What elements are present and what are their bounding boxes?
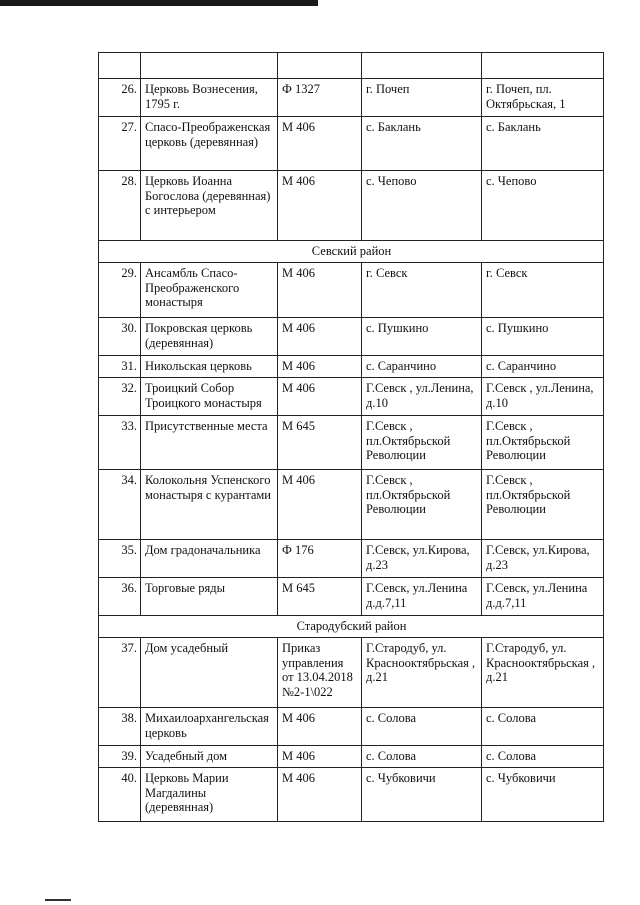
monument-name: Усадебный дом	[141, 746, 278, 768]
monument-name: Колокольня Успенского монастыря с курантами	[141, 470, 278, 540]
monument-name: Спасо-Преображенская церковь (деревянная)	[141, 117, 278, 171]
address: с. Солова	[482, 708, 604, 746]
settlement: с. Баклань	[362, 117, 482, 171]
address: Г.Севск , ул.Ленина, д.10	[482, 378, 604, 416]
document-ref: М 406	[278, 171, 362, 241]
table-row	[99, 356, 604, 378]
address: Г.Севск, ул.Ленина д.д.7,11	[482, 578, 604, 616]
document-ref: М 406	[278, 470, 362, 540]
table-row	[99, 708, 604, 746]
table-row	[99, 416, 604, 470]
monument-name: Церковь Марии Магдалины (деревянная)	[141, 768, 278, 822]
table-cell	[362, 53, 482, 79]
table-row	[99, 117, 604, 171]
address: с. Баклань	[482, 117, 604, 171]
monument-name: Дом усадебный	[141, 638, 278, 708]
settlement: Г.Севск , пл.Октябрьской Революции	[362, 470, 482, 540]
settlement: Г.Севск, ул.Кирова, д.23	[362, 540, 482, 578]
row-number: 40.	[99, 768, 141, 822]
settlement: Г.Севск , пл.Октябрьской Революции	[362, 416, 482, 470]
document-ref: М 406	[278, 746, 362, 768]
row-number: 26.	[99, 79, 141, 117]
table-cell	[99, 53, 141, 79]
address: с. Чубковичи	[482, 768, 604, 822]
address: Г.Стародуб, ул. Краснооктябрьская , д.21	[482, 638, 604, 708]
scan-top-border	[0, 0, 318, 6]
row-number: 28.	[99, 171, 141, 241]
settlement: Г.Севск , ул.Ленина, д.10	[362, 378, 482, 416]
settlement: Г.Стародуб, ул. Краснооктябрьская , д.21	[362, 638, 482, 708]
settlement: с. Саранчино	[362, 356, 482, 378]
monument-name: Троицкий Собор Троицкого монастыря	[141, 378, 278, 416]
document-ref: М 406	[278, 263, 362, 318]
settlement: г. Севск	[362, 263, 482, 318]
document-ref: М 645	[278, 416, 362, 470]
row-number: 29.	[99, 263, 141, 318]
table-row	[99, 171, 604, 241]
settlement: с. Чубковичи	[362, 768, 482, 822]
table-row	[99, 79, 604, 117]
monument-name: Ансамбль Спасо-Преображенского монастыря	[141, 263, 278, 318]
table-row	[99, 578, 604, 616]
table-row	[99, 318, 604, 356]
monument-name: Торговые ряды	[141, 578, 278, 616]
row-number: 33.	[99, 416, 141, 470]
settlement: с. Солова	[362, 746, 482, 768]
table-row	[99, 540, 604, 578]
document-ref: Приказ управления от 13.04.2018 №2-1\022	[278, 638, 362, 708]
row-number: 32.	[99, 378, 141, 416]
monuments-table	[98, 52, 604, 822]
monument-name: Церковь Иоанна Богослова (деревянная) с интерьером	[141, 171, 278, 241]
row-number: 30.	[99, 318, 141, 356]
document-ref: М 406	[278, 318, 362, 356]
table-header-row	[99, 53, 604, 79]
row-number: 37.	[99, 638, 141, 708]
address: Г.Севск , пл.Октябрьской Революции	[482, 470, 604, 540]
section-row	[99, 241, 604, 263]
table-row	[99, 768, 604, 822]
settlement: с. Чепово	[362, 171, 482, 241]
document-ref: М 406	[278, 708, 362, 746]
row-number: 34.	[99, 470, 141, 540]
table-row	[99, 746, 604, 768]
address: с. Чепово	[482, 171, 604, 241]
row-number: 39.	[99, 746, 141, 768]
settlement: Г.Севск, ул.Ленина д.д.7,11	[362, 578, 482, 616]
table-row	[99, 378, 604, 416]
settlement: г. Почеп	[362, 79, 482, 117]
table-cell	[141, 53, 278, 79]
document-ref: Ф 176	[278, 540, 362, 578]
document-ref: М 406	[278, 117, 362, 171]
row-number: 35.	[99, 540, 141, 578]
section-title: Севский район	[99, 241, 604, 263]
monument-name: Дом градоначальника	[141, 540, 278, 578]
row-number: 27.	[99, 117, 141, 171]
table-row	[99, 263, 604, 318]
monument-name: Присутственные места	[141, 416, 278, 470]
document-ref: М 406	[278, 356, 362, 378]
document-ref: Ф 1327	[278, 79, 362, 117]
monument-name: Церковь Вознесения, 1795 г.	[141, 79, 278, 117]
table-cell	[482, 53, 604, 79]
table-row	[99, 470, 604, 540]
section-row	[99, 616, 604, 638]
address: с. Саранчино	[482, 356, 604, 378]
row-number: 38.	[99, 708, 141, 746]
address: г. Почеп, пл. Октябрьская, 1	[482, 79, 604, 117]
address: с. Пушкино	[482, 318, 604, 356]
address: Г.Севск , пл.Октябрьской Революции	[482, 416, 604, 470]
row-number: 36.	[99, 578, 141, 616]
monument-name: Михаилоархангельская церковь	[141, 708, 278, 746]
document-ref: М 406	[278, 768, 362, 822]
scan-bottom-mark	[45, 899, 71, 901]
section-title: Стародубский район	[99, 616, 604, 638]
table-cell	[278, 53, 362, 79]
document-ref: М 645	[278, 578, 362, 616]
address: с. Солова	[482, 746, 604, 768]
monument-name: Никольская церковь	[141, 356, 278, 378]
address: Г.Севск, ул.Кирова, д.23	[482, 540, 604, 578]
monument-name: Покровская церковь (деревянная)	[141, 318, 278, 356]
address: г. Севск	[482, 263, 604, 318]
settlement: с. Солова	[362, 708, 482, 746]
row-number: 31.	[99, 356, 141, 378]
document-ref: М 406	[278, 378, 362, 416]
table-row	[99, 638, 604, 708]
settlement: с. Пушкино	[362, 318, 482, 356]
